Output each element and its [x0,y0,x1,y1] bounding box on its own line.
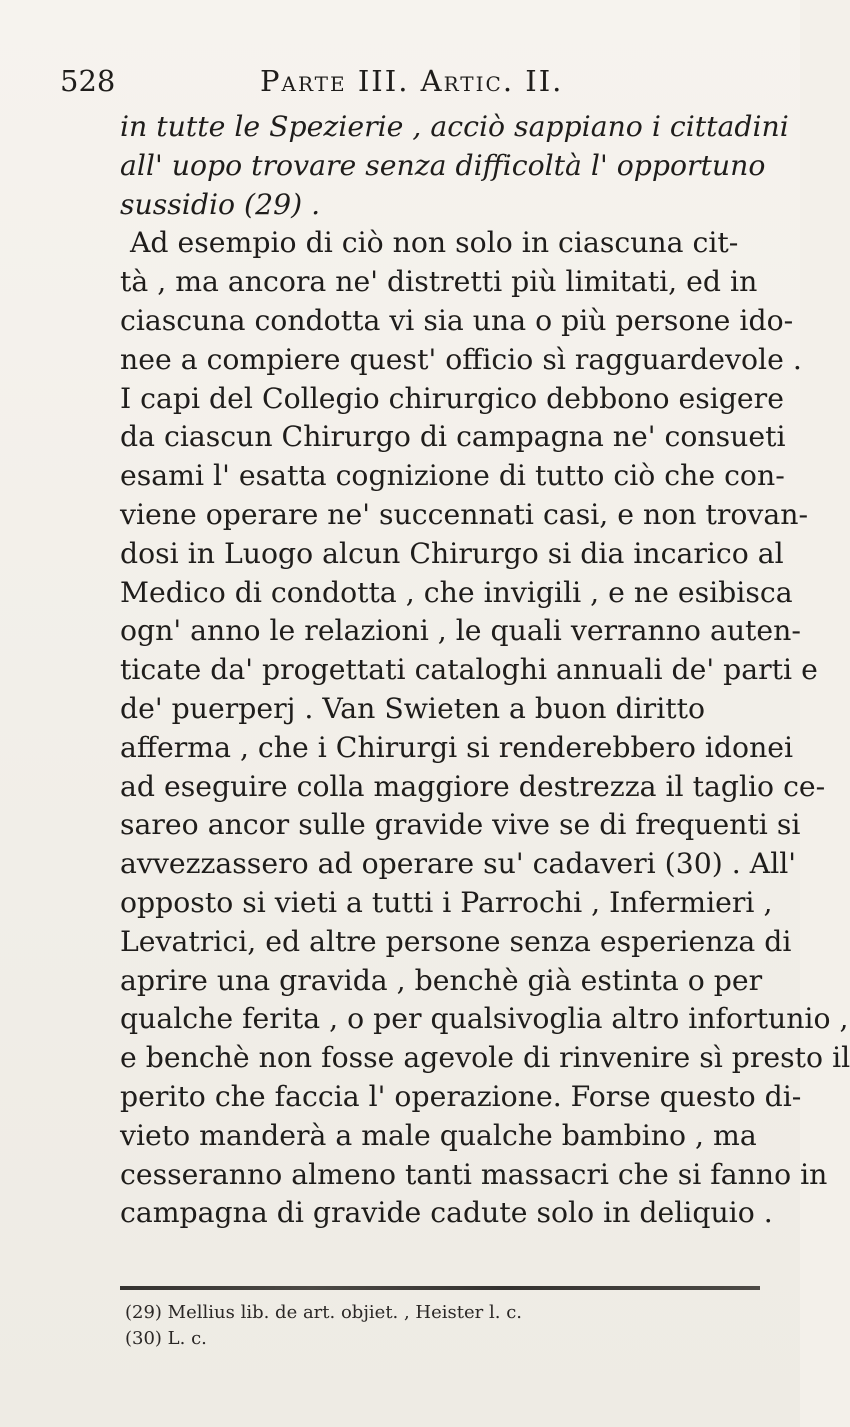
text-line: viene operare ne' succennati casi, e non trovan- [120,497,809,531]
text-line: de' puerperj . Van Swieten a buon diritto [120,691,706,725]
footnote-separator [120,1286,760,1290]
text-line: opposto si vieti a tutti i Parrochi , Infermieri , [120,885,773,919]
text-line: ad eseguire colla maggiore destrezza il taglio ce- [120,769,826,803]
text-line: avvezzassero ad operare su' cadaveri (30) . All' [120,847,797,881]
text-line: ogn' anno le relazioni , le quali verranno auten- [120,614,801,648]
page-number: 528 [60,64,116,98]
text-line: ticate da' progettati cataloghi annuali de' parti e [120,653,818,687]
text-line: aprire una gravida , benchè già estinta o per [120,963,763,997]
text-line: qualche ferita , o per qualsivoglia altro infortunio , [120,1002,849,1036]
text-line: esami l' esatta cognizione di tutto ciò che con- [120,459,785,493]
text-line: all' uopo trovare senza difficoltà l' opportuno [120,148,766,182]
footnotes [125,1300,765,1352]
text-line: Ad esempio di ciò non solo in ciascuna cit- [130,226,739,260]
text-line: afferma , che i Chirurgi si renderebbero idonei [120,730,794,764]
text-line: ciascuna condotta vi sia una o più persone ido- [120,303,794,337]
text-line: sussidio (29) . [120,187,321,221]
text-line: sareo ancor sulle gravide vive se di frequenti si [120,808,801,842]
text-line: vieto manderà a male qualche bambino , ma [120,1118,757,1152]
text-line: dosi in Luogo alcun Chirurgo si dia incarico al [120,536,784,570]
text-line: campagna di gravide cadute solo in deliquio . [120,1196,773,1230]
text-line: cesseranno almeno tanti massacri che si fanno in [120,1157,828,1191]
text-line: da ciascun Chirurgo di campagna ne' consueti [120,420,786,454]
text-line: I capi del Collegio chirurgico debbono esigere [120,381,784,415]
text-line: tà , ma ancora ne' distretti più limitati, ed in [120,265,758,299]
footnote-30: (30) L. c. [125,1328,207,1349]
page-header [60,64,740,104]
text-line: e benchè non fosse agevole di rinvenire sì presto il [120,1041,850,1075]
text-line: Medico di condotta , che invigili , e ne esibisca [120,575,793,609]
footnote-29: (29) Mellius lib. de art. objiet. , Heister l. c. [125,1302,522,1323]
running-title: Parte III. Artic. II. [260,64,564,98]
text-line: in tutte le Spezierie , acciò sappiano i cittadini [120,110,789,143]
text-line: Levatrici, ed altre persone senza esperienza di [120,924,792,958]
text-line: nee a compiere quest' officio sì ragguardevole . [120,342,802,376]
main-text [120,108,850,1233]
text-line: perito che faccia l' operazione. Forse questo di- [120,1079,802,1113]
